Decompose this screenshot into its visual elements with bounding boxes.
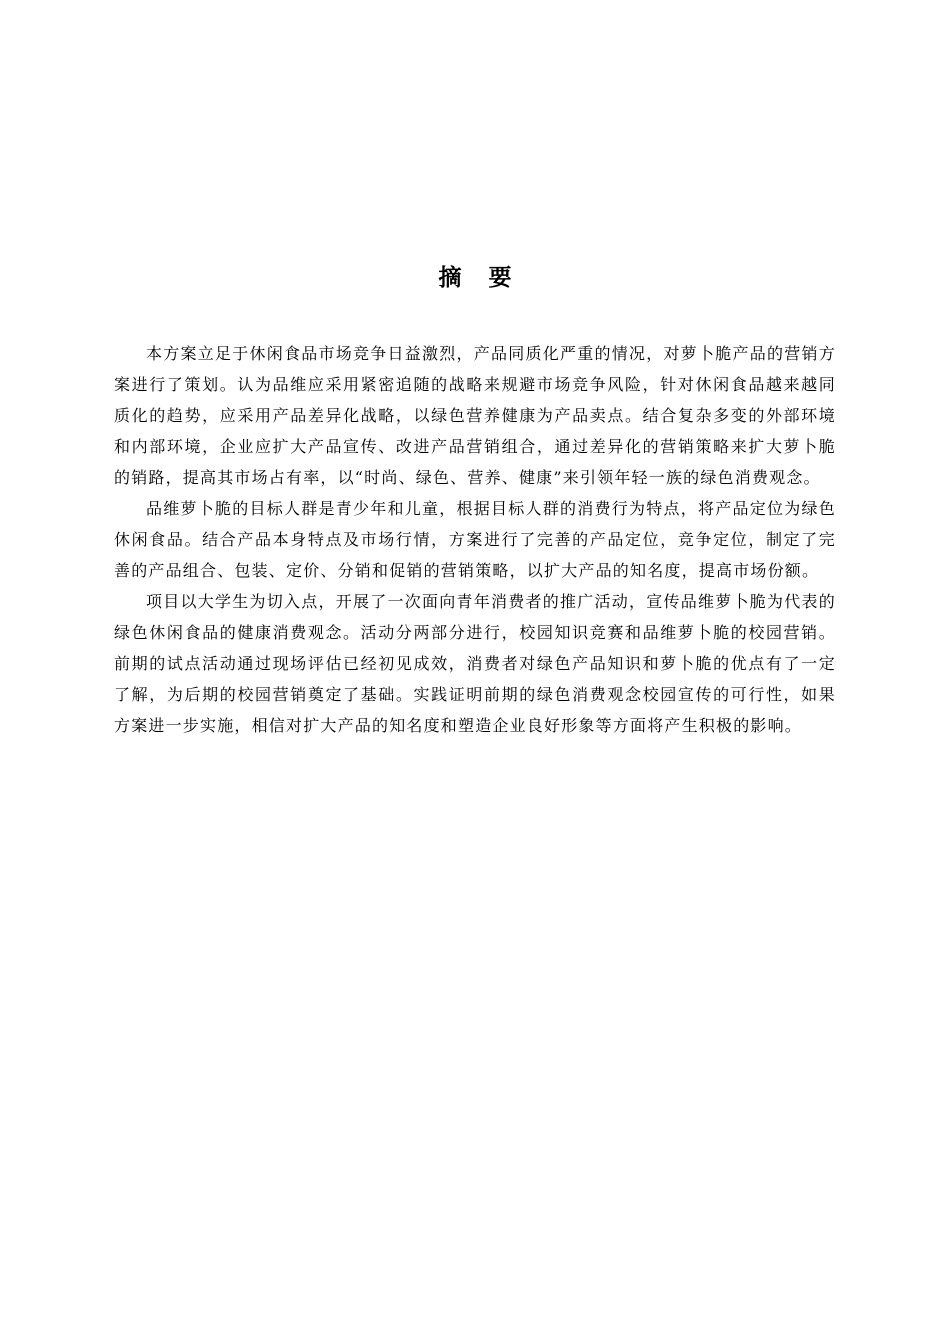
abstract-title: 摘要 bbox=[438, 265, 539, 291]
abstract-paragraph-1: 本方案立足于休闲食品市场竞争日益激烈，产品同质化严重的情况，对萝卜脆产品的营销方案进行了策划。认为品维应采用紧密追随的战略来规避市场竞争风险，针对休闲食品越来越同质化的趋势，应采用产品差异化战略，以绿色营养健康为产品卖点。结合复杂多变的外部环境和内部环境，企业应扩大产品宣传、改进产品营销组合，通过差异化的营销策略来扩大萝卜脆的销路，提高其市场占有率，以“时尚、绿色、营养、健康”来引领年轻一族的绿色消费观念。 bbox=[114, 344, 836, 487]
abstract-paragraph-2: 品维萝卜脆的目标人群是青少年和儿童，根据目标人群的消费行为特点，将产品定位为绿色休闲食品。结合产品本身特点及市场行情，方案进行了完善的产品定位，竞争定位，制定了完善的产品组合、包装、定价、分销和促销的营销策略，以扩大产品的知名度，提高市场份额。 bbox=[114, 499, 836, 580]
abstract-paragraph-3: 项目以大学生为切入点，开展了一次面向青年消费者的推广活动，宣传品维萝卜脆为代表的绿色休闲食品的健康消费观念。活动分两部分进行，校园知识竞赛和品维萝卜脆的校园营销。前期的试点活动通过现场评估已经初见成效，消费者对绿色产品知识和萝卜脆的优点有了一定了解，为后期的校园营销奠定了基础。实践证明前期的绿色消费观念校园宣传的可行性，如果方案进一步实施，相信对扩大产品的知名度和塑造企业良好形象等方面将产生积极的影响。 bbox=[114, 592, 836, 735]
abstract-body bbox=[114, 338, 836, 741]
